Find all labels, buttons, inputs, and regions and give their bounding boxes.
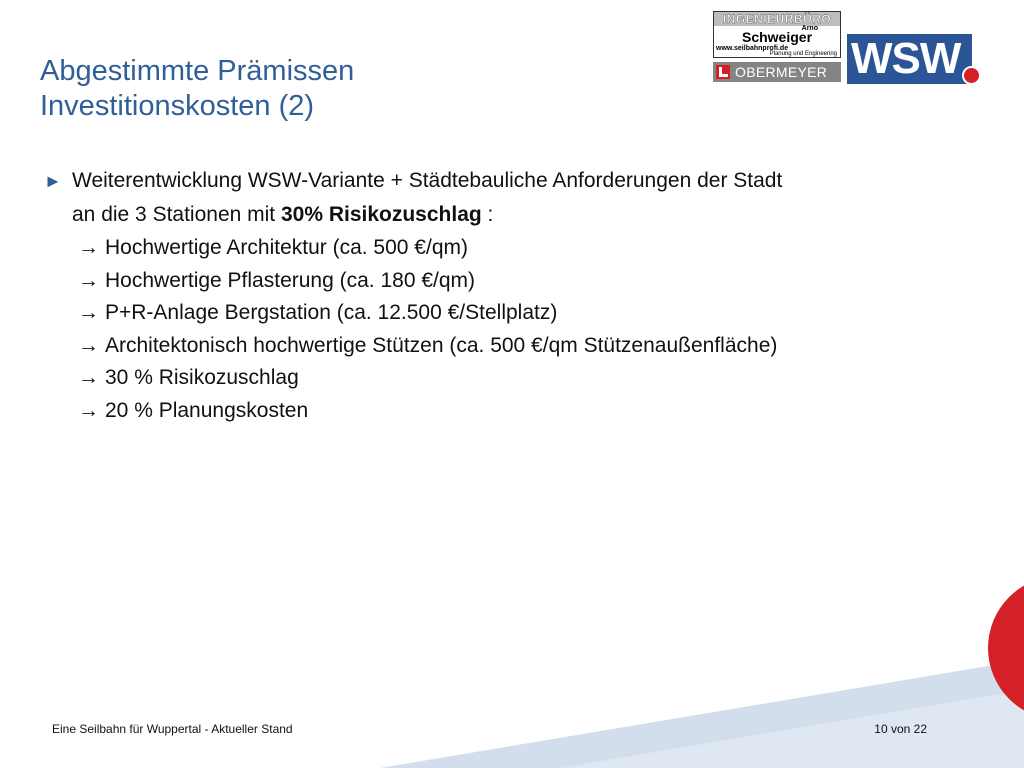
arrow-icon: → bbox=[78, 301, 99, 324]
obermeyer-logo bbox=[713, 62, 841, 82]
logo-ib-top: INGENIEURBÜRO bbox=[714, 12, 840, 26]
wsw-dot-icon bbox=[962, 66, 981, 85]
list-item bbox=[78, 297, 974, 330]
title-line-1: Abgestimmte Prämissen bbox=[40, 55, 355, 87]
bullet-cont-pre: an die 3 Stationen mit bbox=[72, 203, 281, 226]
wsw-logo bbox=[847, 34, 972, 84]
obermeyer-logo-text: OBERMEYER bbox=[735, 64, 828, 80]
list-item bbox=[78, 362, 974, 395]
list-item bbox=[78, 395, 974, 428]
page-number: 10 von 22 bbox=[874, 722, 927, 736]
arrow-icon: → bbox=[78, 366, 99, 389]
bullet-continuation bbox=[44, 198, 974, 232]
slide-content bbox=[44, 164, 974, 427]
list-item-text: P+R-Anlage Bergstation (ca. 12.500 €/Stellplatz) bbox=[105, 301, 558, 324]
list-item-text: 20 % Planungskosten bbox=[105, 398, 309, 422]
arrow-icon: → bbox=[78, 236, 99, 259]
arrow-icon: → bbox=[78, 333, 99, 357]
list-item bbox=[78, 232, 974, 265]
obermeyer-mark-icon bbox=[716, 65, 730, 79]
arrow-icon: → bbox=[78, 398, 99, 422]
list-item-text: Hochwertige Architektur (ca. 500 €/qm) bbox=[105, 236, 468, 259]
list-item bbox=[78, 265, 974, 298]
ingenieurbuero-schweiger-logo bbox=[713, 11, 841, 58]
slide-title bbox=[40, 54, 354, 124]
list-item bbox=[78, 330, 974, 363]
bullet-item bbox=[44, 164, 974, 198]
triangle-bullet-icon: ► bbox=[44, 171, 62, 191]
list-item-text: 30 % Risikozuschlag bbox=[105, 366, 299, 389]
arrow-icon: → bbox=[78, 268, 99, 292]
bullet-cont-post: : bbox=[481, 203, 494, 226]
logo-ib-sub: Planung und Engineering bbox=[769, 51, 837, 57]
logo-ib-arno: Arno bbox=[801, 25, 818, 32]
bullet-intro-text: Weiterentwicklung WSW-Variante + Städtebauliche Anforderungen der Stadt bbox=[72, 169, 783, 192]
premise-list bbox=[44, 232, 974, 427]
title-line-2: Investitionskosten (2) bbox=[40, 90, 315, 122]
bullet-cont-bold: 30% Risikozuschlag bbox=[280, 203, 482, 226]
logo-ib-url: www.seilbahnprofi.de bbox=[716, 45, 789, 52]
wsw-logo-text: WSW bbox=[851, 34, 961, 83]
footer-title: Eine Seilbahn für Wuppertal - Aktueller Stand bbox=[52, 722, 293, 736]
list-item-text: Architektonisch hochwertige Stützen (ca. 500 €/qm Stützenaußenfläche) bbox=[105, 333, 778, 357]
logo-ib-name: Schweiger bbox=[741, 29, 813, 45]
list-item-text: Hochwertige Pflasterung (ca. 180 €/qm) bbox=[105, 268, 476, 292]
